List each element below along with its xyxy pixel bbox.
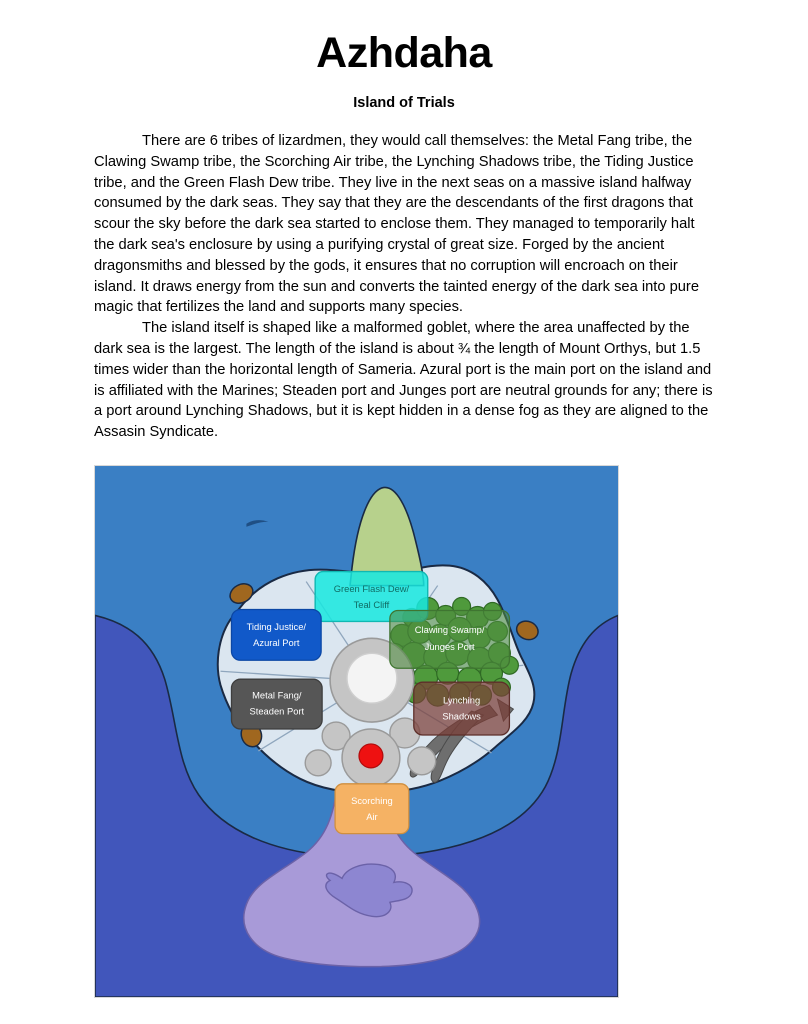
region-label-line1: Green Flash Dew/: [333, 583, 410, 594]
region-label-line2: Air: [366, 812, 378, 823]
body-text: [94, 111, 714, 443]
region-label-line2: Steaden Port: [249, 706, 305, 717]
paragraph-1: There are 6 tribes of lizardmen, they would call themselves: the Metal Fang tribe, the Clawing Swamp tribe, the Scorching Air tribe, the Lynching Shadows tribe, the Tiding Justice tribe, and the Green Flash Dew tribe. They live in the next seas on a massive island halfway consumed by the dark seas. They say that they are the descendants of the first dragons that scour the sky before the dark sea started to enclose them. They managed to temporarily halt the dark sea's enclosure by using a purifying crystal of great size. Forged by the ancient dragonsmiths and blessed by the gods, it ensures that no corruption will encroach on their island. It draws energy from the sun and converts the tainted energy of the dark sea into pure magic that fertilizes the land and supports many species.: [94, 133, 699, 316]
region-label-lynching-shadows[interactable]: [414, 682, 510, 735]
red-core-dot: [359, 744, 383, 768]
page-subtitle: Island of Trials: [353, 95, 455, 111]
satellite-circle-sw: [305, 750, 331, 776]
region-label-clawing-swamp[interactable]: [390, 610, 510, 668]
page-title: Azhdaha: [316, 29, 492, 77]
region-box-lynching-shadows[interactable]: [414, 682, 510, 735]
region-box-scorching-air[interactable]: [335, 784, 409, 834]
region-label-line2: Teal Cliff: [353, 599, 390, 610]
region-label-scorching-air[interactable]: [335, 784, 409, 834]
region-label-line2: Azural Port: [253, 637, 300, 648]
region-label-tiding-justice[interactable]: [231, 609, 321, 660]
island-map-image: [94, 465, 619, 998]
region-label-line1: Tiding Justice/: [246, 621, 307, 632]
paragraph-2: The island itself is shaped like a malformed goblet, where the area unaffected by the dark sea is the largest. The length of the island is about ¾ the length of Mount Orthys, but 1.5 times wider than the horizontal length of Sameria. Azural port is the main port on the island and is affiliated with the Marines; Steaden port and Junges port are neutral grounds for any; there is a port around Lynching Shadows, but it is kept hidden in a dense fog as they are aligned to the Assasin Syndicate.: [94, 320, 713, 441]
region-label-line2: Junges Port: [424, 641, 475, 652]
region-box-metal-fang[interactable]: [231, 679, 322, 729]
region-label-line1: Clawing Swamp/: [414, 624, 485, 635]
region-label-line1: Scorching: [351, 796, 393, 807]
region-box-clawing-swamp[interactable]: [390, 610, 510, 668]
region-label-metal-fang[interactable]: [231, 679, 322, 729]
region-box-tiding-justice[interactable]: [231, 609, 321, 660]
region-label-line1: Metal Fang/: [252, 690, 302, 701]
satellite-circle-se: [408, 747, 436, 775]
region-label-line1: Lynching: [443, 695, 481, 706]
region-label-line2: Shadows: [442, 711, 481, 722]
figure-container: [94, 443, 714, 998]
